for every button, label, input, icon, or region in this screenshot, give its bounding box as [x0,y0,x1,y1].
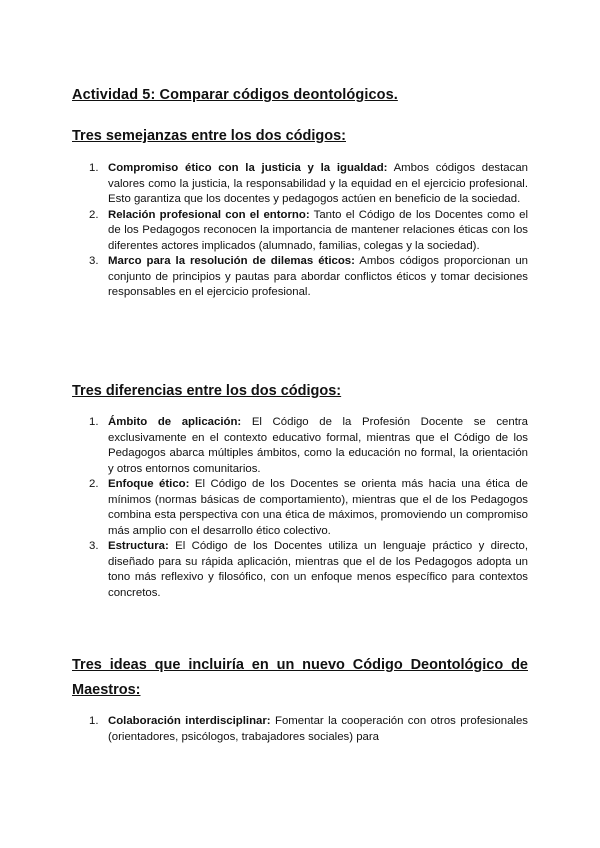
differences-list [89,415,528,601]
list-item [89,254,528,301]
list-item-text: Ambos códigos proporcionan un conjunto de principios y pautas para abordar conflictos éticos y tomar decisiones responsables en el ejercicio profesional. [108,255,528,298]
list-item [89,477,528,539]
list-item-number: 1. [89,162,99,174]
list-item [89,415,528,477]
similarities-list [89,161,528,301]
list-item-number: 2. [89,478,99,490]
section-heading-new-code-ideas: Tres ideas que incluiría en un nuevo Código Deontológico de Maestros: [72,657,528,698]
list-item [89,208,528,255]
list-item-text: El Código de los Docentes utiliza un lenguaje práctico y directo, diseñado para su rápida aplicación, mientras que el de los Pedagogos adopta un tono más reflexivo y filosófico, con un enfoque menos específico para contextos concretos. [108,540,528,599]
list-item [89,714,528,745]
list-item [89,539,528,601]
list-item-lead: Enfoque ético: [108,478,190,490]
list-item-number: 3. [89,255,99,267]
list-item-text: Fomentar la cooperación con otros profesionales (orientadores, psicólogos, trabajadores sociales) para [108,715,528,743]
list-item-lead: Compromiso ético con la justicia y la igualdad: [108,162,388,174]
list-item-text: El Código de la Profesión Docente se centra exclusivamente en el contexto educativo formal, mientras que el Código de los Pedagogos abarca múltiples ámbitos, como la educación no formal, la orientación y otros entornos comunitarios. [108,416,528,475]
list-item-lead: Ámbito de aplicación: [108,416,242,428]
ideas-list [89,714,528,745]
list-item-number: 3. [89,540,99,552]
list-item-number: 1. [89,715,99,727]
list-item-text: El Código de los Docentes se orienta más hacia una ética de mínimos (normas básicas de comportamiento), mientras que el de los Pedagogos combina esta perspectiva con una ética de máximos, promoviendo un compromiso más amplio con el desarrollo ético colectivo. [108,478,528,537]
section-heading-differences: Tres diferencias entre los dos códigos: [72,383,342,399]
list-item-lead: Relación profesional con el entorno: [108,208,310,221]
list-item-number: 1. [89,416,99,428]
page-title: Actividad 5: Comparar códigos deontológicos. [72,87,398,103]
list-item [89,161,528,208]
list-item-lead: Colaboración interdisciplinar: [108,715,271,727]
list-item-text: Ambos códigos destacan valores como la justicia, la responsabilidad y la equidad en el ejercicio profesional. Esto garantiza que los docentes y pedagogos actúen en beneficio de la sociedad. [108,162,528,205]
list-item-lead: Marco para la resolución de dilemas éticos: [108,255,355,267]
section-heading-similarities: Tres semejanzas entre los dos códigos: [72,128,346,144]
list-item-text: Tanto el Código de los Docentes como el de los Pedagogos reconocen la importancia de mantener relaciones éticas con los diferentes actores implicados (alumnado, familias, colegas y la sociedad). [108,208,528,252]
list-item-lead: Estructura: [108,540,169,552]
list-item-number: 2. [89,208,99,221]
